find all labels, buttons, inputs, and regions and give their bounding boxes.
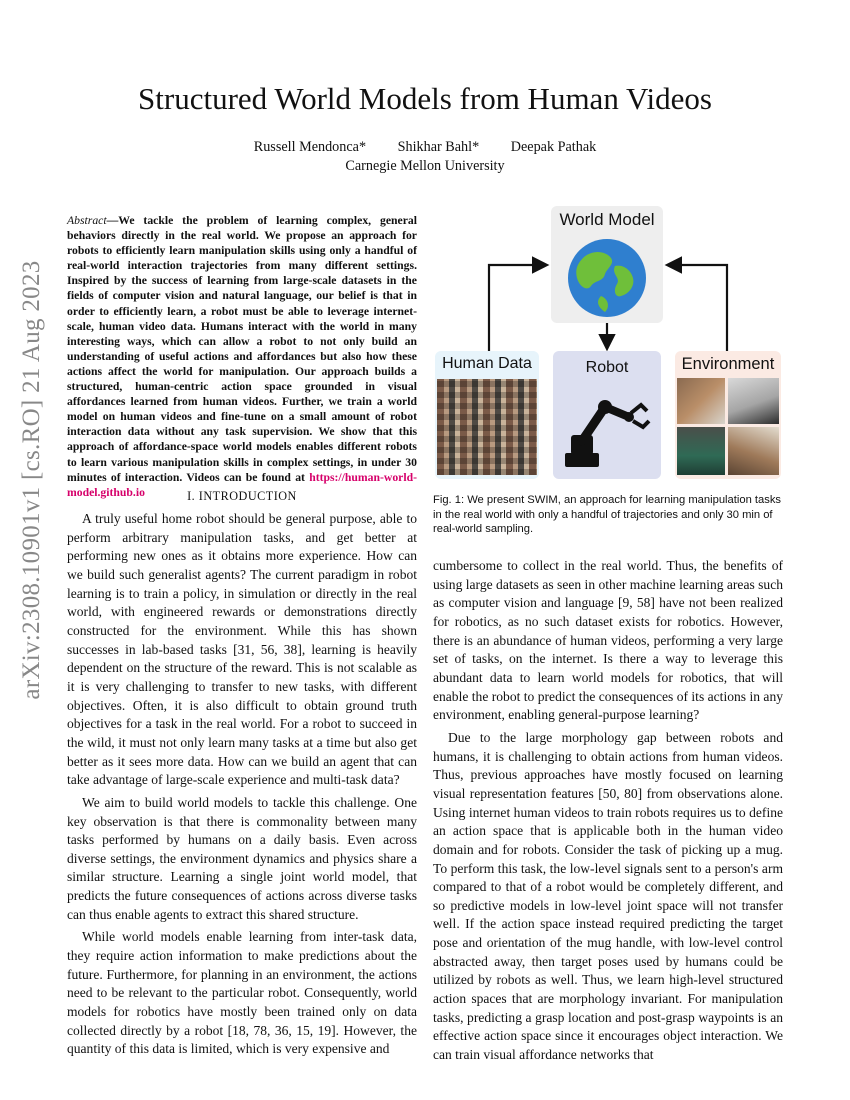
intro-paragraph: We aim to build world models to tackle this challenge. One key observation is that there is commonality between many tasks performed by humans on a daily basis. Even across diverse settings, the environment dynamics and physics share a similar structure. Learning a single joint world model, that predicts the future consequences of actions across diverse tasks can thus enable agents to extract this shared structure. bbox=[67, 794, 417, 922]
figure-1 bbox=[433, 203, 783, 488]
affiliation: Carnegie Mellon University bbox=[345, 158, 505, 174]
intro-paragraph: A truly useful home robot should be general purpose, able to perform arbitrary manipulation tasks, and get better at performing new ones as it obtains more experience. How can we build such generalist agents? The current paradigm in robot learning is to train a policy, in simulation or directly in the real world, with engineered rewards or demonstrations directly constructed for the environment. While this has shown successes in lab-based tasks [31, 56, 38], learning is heavily dependent on the structure of the reward. This is not scalable as it is very challenging to transfer to new tasks, with different objectives. Often, it is also difficult to obtain ground truth objectives for a task in the real world. For a robot to succeed in the wild, it must not only learn many tasks at a time but also get better as it sees more data. How can we build an agent that can take advantage of large-scale experience and multi-task data? bbox=[67, 511, 417, 788]
human-video-grid bbox=[437, 379, 537, 475]
environment-box bbox=[675, 351, 781, 479]
left-column bbox=[67, 510, 417, 1059]
author-name: Shikhar Bahl* bbox=[397, 139, 480, 155]
intro-paragraph: While world models enable learning from inter-task data, they require action information to make predictions about the future. Furthermore, for planning in an environment, the actions need to be relevant to the particular robot. Consequently, world models for robotics have mostly been trained only on data collected directly by a robot [18, 78, 36, 15, 19]. However, the quantity of this data is limited, which is very expensive and bbox=[67, 929, 417, 1057]
environment-photo bbox=[728, 378, 779, 424]
arxiv-id-text: arXiv:2308.10901v1 [cs.RO] 21 Aug 2023 bbox=[18, 260, 45, 700]
robot-arm-icon bbox=[557, 391, 657, 473]
globe-icon bbox=[565, 236, 649, 320]
human-data-box bbox=[435, 351, 539, 479]
author-name: Russell Mendonca* bbox=[253, 139, 367, 155]
robot-box bbox=[553, 351, 661, 479]
human-data-label: Human Data bbox=[442, 355, 532, 372]
environment-photo bbox=[677, 378, 725, 424]
environment-label: Environment bbox=[681, 355, 775, 373]
paper-title: Structured World Models from Human Videos bbox=[138, 81, 712, 116]
author-list bbox=[0, 138, 850, 157]
right-column bbox=[433, 557, 783, 1065]
project-link[interactable]: https://human-world-model.github.io bbox=[67, 470, 418, 499]
body-paragraph: Due to the large morphology gap between robots and humans, it is challenging to obtain actions from human videos. Thus, previous approaches have mostly focused on learning visual representation features [50, 80] from observations alone. Using internet human videos to train robots requires us to define an action space that is applicable both in the human video domain and for robots. Consider the task of picking up a mug. To perform this task, the low-level signals sent to a person's arm compared to that of a robot would be completely different, and so predictive models in low-level joint space will not transfer well. If the action space instead required predicting the target pose and orientation of the mug handle, with low-level control abstracted away, then target poses used by humans could be utilized by robots as well. Thus, we learn high-level structured action spaces that are morphology invariant. For manipulation tasks, predicting a grasp location and post-grasp waypoints is an effective action space since it encourages object interaction. We can train visual affordance networks that bbox=[433, 729, 783, 1063]
abstract bbox=[67, 213, 417, 500]
section-heading: I. INTRODUCTION bbox=[187, 489, 297, 503]
environment-photo bbox=[677, 427, 725, 475]
abstract-body: —We tackle the problem of learning complex, general behaviors directly in the real world. We propose an approach for robots to efficiently learn manipulation skills using only a handful of real-world interaction trajectories from many different settings. Inspired by the success of learning from large-scale datasets in the fields of computer vision and natural language, our belief is that in order to efficiently learn, a robot must be able to leverage internet-scale, human video data. Humans interact with the world in many interesting ways, which can allow a robot to not only build an understanding of useful actions and affordances but also how these actions affect the world for manipulation. Our approach builds a structured, human-centric action space grounded in visual affordances learned from human videos. Further, we train a world model on human videos and fine-tune on a small amount of robot interaction data without any task supervision. We show that this approach of affordance-space world models enables different robots to learn various manipulation skills in complex settings, in under 30 minutes of interaction. Videos can be found at bbox=[67, 214, 417, 484]
robot-label: Robot bbox=[585, 359, 629, 376]
world-model-label: World Model bbox=[559, 210, 655, 229]
environment-photo bbox=[728, 427, 779, 475]
world-model-box bbox=[551, 206, 663, 323]
arrow-env-to-world bbox=[669, 265, 727, 351]
arrow-human-to-world bbox=[489, 265, 545, 351]
body-paragraph: cumbersome to collect in the real world. Thus, the benefits of using large datasets as seen in other machine learning areas such as computer vision and language [9, 58] have not been realized for robotics, as no such dataset exists for robotics. However, there is an abundance of human videos, performing a very large set of tasks, on the internet. Is there a way to leverage this abundant data to learn world models for robotics, that will enable the robot to predict the consequences of its actions in any environment, enabling general-purpose learning? bbox=[433, 558, 783, 723]
abstract-lead: Abstract bbox=[67, 214, 107, 227]
figure-caption: Fig. 1: We present SWIM, an approach for learning manipulation tasks in the real world with only a handful of trajectories and only 30 min of real-world sampling. bbox=[433, 494, 782, 536]
author-name: Deepak Pathak bbox=[510, 139, 597, 155]
